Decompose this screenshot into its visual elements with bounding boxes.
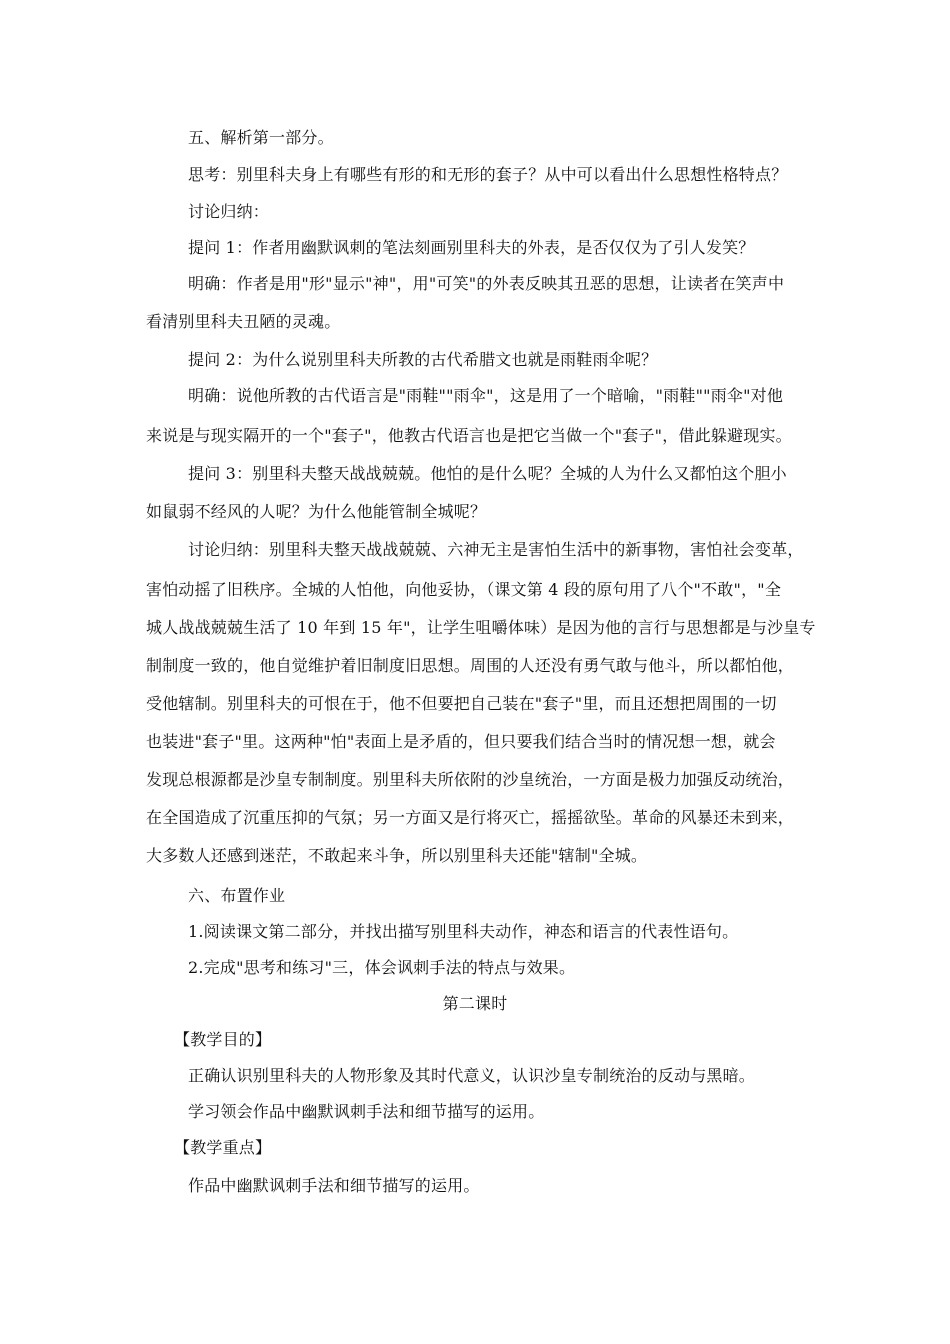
homework-item-2: 2.完成"思考和练习"三，体会讽刺手法的特点与效果。 [188,958,576,977]
teaching-goal-heading: 【教学目的】 [174,1030,272,1049]
summary-line: 发现总根源都是沙皇专制制度。别里科夫所依附的沙皇统治，一方面是极力加强反动统治， [146,770,795,789]
summary-line: 制制度一致的，他自觉维护着旧制度旧思想。周围的人还没有勇气敢与他斗，所以都怕他， [146,656,795,675]
question-1: 提问 1：作者用幽默讽刺的笔法刻画别里科夫的外表，是否仅仅为了引人发笑？ [188,238,755,257]
summary-line: 城人战战兢兢生活了 10 年到 15 年"，让学生咀嚼体味）是因为他的言行与思想都是与沙皇专 [146,618,816,637]
answer-1-line-2: 看清别里科夫丑陋的灵魂。 [146,312,341,331]
question-3-line-1: 提问 3：别里科夫整天战战兢兢。他怕的是什么呢？全城的人为什么又都怕这个胆小 [188,464,787,483]
teaching-goal-2: 学习领会作品中幽默讽刺手法和细节描写的运用。 [188,1102,545,1121]
question-3-line-2: 如鼠弱不经风的人呢？为什么他能管制全城呢？ [146,502,487,521]
section-5-title: 五、解析第一部分。 [188,128,334,147]
section-6-title: 六、布置作业 [188,886,286,905]
question-2: 提问 2：为什么说别里科夫所教的古代希腊文也就是雨鞋雨伞呢？ [188,350,658,369]
lesson-2-title: 第二课时 [442,994,508,1013]
summary-line: 大多数人还感到迷茫，不敢起来斗争，所以别里科夫还能"辖制"全城。 [146,846,648,865]
answer-1-line-1: 明确：作者是用"形"显示"神"，用"可笑"的外表反映其丑恶的思想，让读者在笑声中 [188,274,785,293]
answer-2-line-2: 来说是与现实隔开的一个"套子"，他教古代语言也是把它当做一个"套子"，借此躲避现实。 [146,426,792,445]
summary-line: 害怕动摇了旧秩序。全城的人怕他，向他妥协，（课文第 4 段的原句用了八个"不敢"，"全 [146,580,782,599]
teaching-focus-1: 作品中幽默讽刺手法和细节描写的运用。 [188,1176,480,1195]
teaching-goal-1: 正确认识别里科夫的人物形象及其时代意义，认识沙皇专制统治的反动与黑暗。 [188,1066,756,1085]
discuss-label: 讨论归纳： [188,202,270,221]
answer-2-line-1: 明确：说他所教的古代语言是"雨鞋""雨伞"，这是用了一个暗喻，"雨鞋""雨伞"对他 [188,386,784,405]
summary-line: 也装进"套子"里。这两种"怕"表面上是矛盾的，但只要我们结合当时的情况想一想，就会 [146,732,776,751]
summary-line: 受他辖制。别里科夫的可恨在于，他不但要把自己装在"套子"里，而且还想把周围的一切 [146,694,777,713]
homework-item-1: 1.阅读课文第二部分，并找出描写别里科夫动作，神态和语言的代表性语句。 [188,922,739,941]
summary-line: 在全国造成了沉重压抑的气氛；另一方面又是行将灭亡，摇摇欲坠。革命的风暴还未到来， [146,808,795,827]
summary-line: 讨论归纳：别里科夫整天战战兢兢、六神无主是害怕生活中的新事物，害怕社会变革， [188,540,804,559]
think-question: 思考：别里科夫身上有哪些有形的和无形的套子？从中可以看出什么思想性格特点？ [188,165,788,184]
teaching-focus-heading: 【教学重点】 [174,1138,272,1157]
